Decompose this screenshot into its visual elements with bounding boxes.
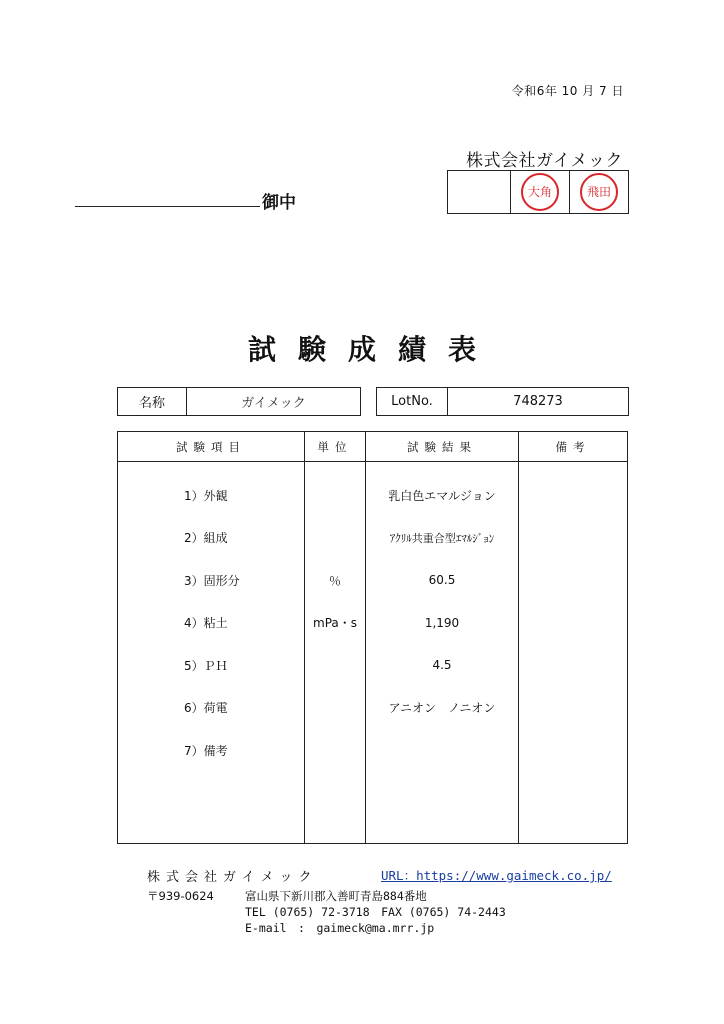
product-name-value: ガイメック <box>241 396 306 411</box>
test-results-table <box>117 431 628 844</box>
addressee-honorific: 御中 <box>262 193 296 213</box>
row-note <box>519 462 628 517</box>
row-result: ｱｸﾘﾙ共重合型ｴﾏﾙｼﾞｮﾝ <box>366 517 519 560</box>
row-unit <box>305 729 366 772</box>
header-remarks: 備考 <box>519 432 628 462</box>
table-row <box>118 559 628 602</box>
row-unit <box>305 517 366 560</box>
row-unit <box>305 462 366 517</box>
row-result: 1,190 <box>366 602 519 645</box>
phone-fax: TEL (0765) 72-3718 FAX (0765) 74-2443 <box>245 905 506 919</box>
row-result: 4.5 <box>366 644 519 687</box>
header-test-item: 試験項目 <box>118 432 305 462</box>
row-item: 1）外観 <box>118 462 305 517</box>
row-note <box>519 517 628 560</box>
row-item: 3）固形分 <box>118 559 305 602</box>
lot-number-value: 748273 <box>513 394 563 409</box>
stamp-cell-empty <box>448 171 510 213</box>
row-note <box>519 729 628 772</box>
row-item: 4）粘土 <box>118 602 305 645</box>
issuer-company: 株式会社ガイメック <box>466 151 623 171</box>
row-item: 2）組成 <box>118 517 305 560</box>
table-row <box>118 602 628 645</box>
row-note <box>519 644 628 687</box>
seal-stamp-1: 大角 <box>521 173 559 211</box>
row-note <box>519 602 628 645</box>
lot-number-label: LotNo. <box>377 388 448 415</box>
seal-stamp-2: 飛田 <box>580 173 618 211</box>
table-filler-row <box>118 772 628 844</box>
row-result: アニオン ノニオン <box>366 687 519 730</box>
table-row <box>118 687 628 730</box>
company-website-link[interactable]: URL：https://www.gaimeck.co.jp/ <box>381 868 612 883</box>
stamp-cell-2 <box>569 171 628 213</box>
header-unit: 単位 <box>305 432 366 462</box>
stamp-cell-1 <box>510 171 569 213</box>
row-item: 6）荷電 <box>118 687 305 730</box>
row-unit <box>305 687 366 730</box>
table-row <box>118 644 628 687</box>
row-result: 乳白色エマルジョン <box>366 462 519 517</box>
row-note <box>519 559 628 602</box>
lot-number-box <box>376 387 629 416</box>
addressee-underline <box>75 206 260 207</box>
row-result: 60.5 <box>366 559 519 602</box>
row-item: 7）備考 <box>118 729 305 772</box>
row-unit <box>305 644 366 687</box>
email-address: E-mail : gaimeck@ma.mrr.jp <box>245 921 435 935</box>
product-name-label: 名称 <box>118 388 187 415</box>
table-header-row <box>118 432 628 462</box>
approval-stamp-box <box>447 170 629 214</box>
document-title: 試験成績表 <box>247 333 498 366</box>
row-result <box>366 729 519 772</box>
product-name-box <box>117 387 361 416</box>
row-unit: mPa・s <box>305 602 366 645</box>
postal-code: 〒939-0624 <box>147 889 214 903</box>
company-address: 富山県下新川郡入善町青島884番地 <box>245 889 427 903</box>
row-note <box>519 687 628 730</box>
document-date: 令和6年 10 月 7 日 <box>511 84 624 98</box>
table-row <box>118 462 628 517</box>
footer-company: 株式会社ガイメック <box>147 870 318 885</box>
row-item: 5）ＰＨ <box>118 644 305 687</box>
header-result: 試験結果 <box>366 432 519 462</box>
table-row <box>118 517 628 560</box>
row-unit: ％ <box>305 559 366 602</box>
table-row <box>118 729 628 772</box>
